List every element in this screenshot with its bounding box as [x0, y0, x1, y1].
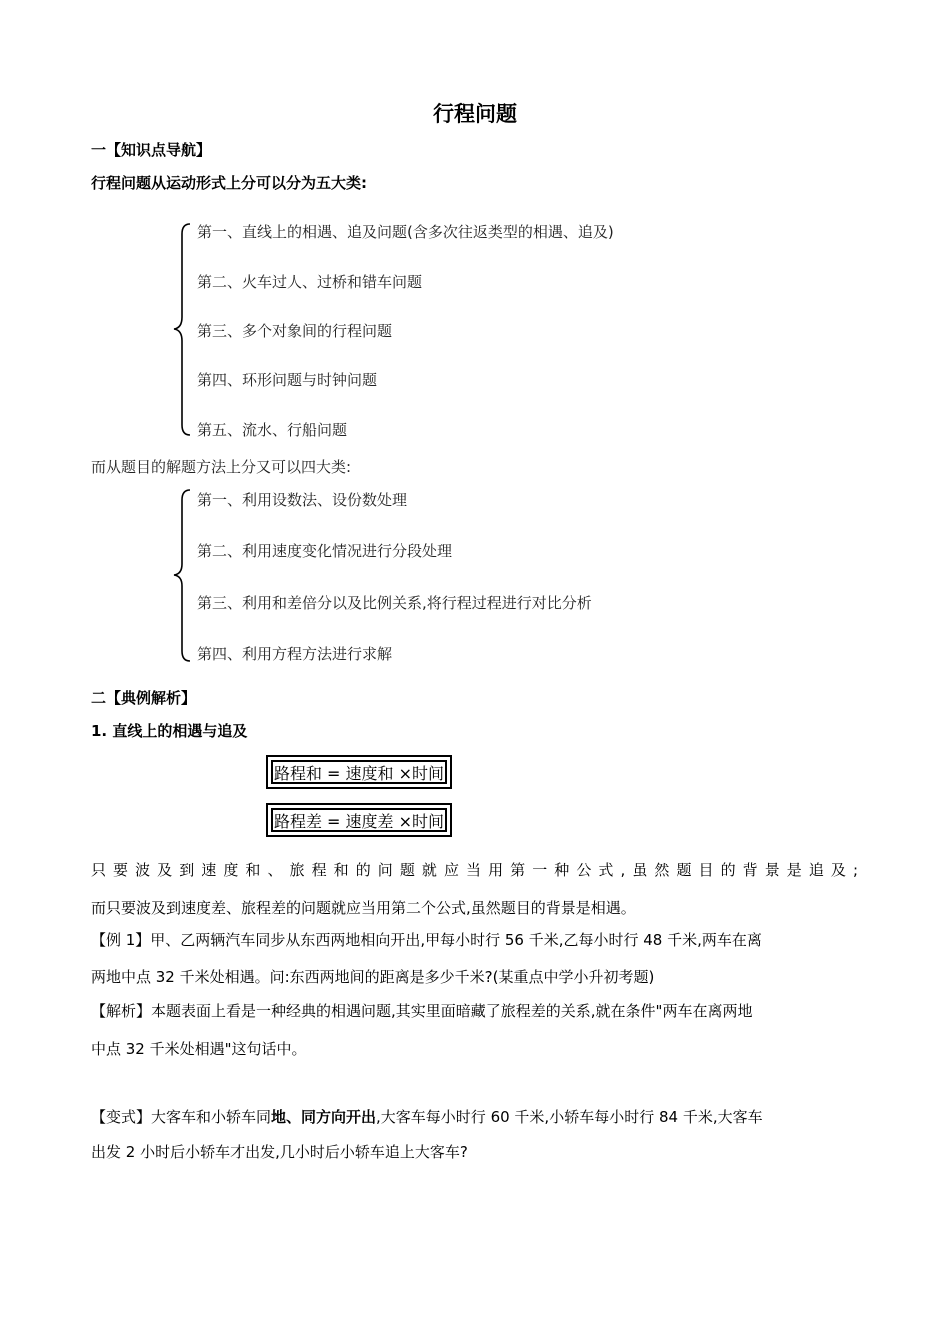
- page-title: 行程问题: [433, 102, 517, 126]
- variant-text-post: ,大客车每小时行 60 千米,小轿车每小时行 84 千米,大客车: [376, 1108, 763, 1126]
- variant-text-bold: 地、同方向开出: [271, 1108, 377, 1126]
- explanation-line-1: 只要波及到速度和、旅程和的问题就应当用第一种公式,虽然题目的背景是追及;: [91, 861, 858, 879]
- method-item-4: 第四、利用方程方法进行求解: [197, 645, 393, 663]
- intro-five-categories: 行程问题从运动形式上分可以分为五大类:: [91, 174, 368, 192]
- example1-line-2: 两地中点 32 千米处相遇。问:东西两地间的距离是多少千米?(某重点中学小升初考题): [91, 968, 655, 986]
- method-item-1: 第一、利用设数法、设份数处理: [197, 491, 408, 509]
- formula-difference: 路程差 = 速度差 ×时间: [271, 808, 447, 832]
- formula-sum: 路程和 = 速度和 ×时间: [271, 760, 447, 784]
- subsection-heading-meet-chase: 1. 直线上的相遇与追及: [91, 722, 248, 740]
- analysis-line-2: 中点 32 千米处相遇"这句话中。: [91, 1040, 307, 1058]
- category-item-3: 第三、多个对象间的行程问题: [197, 322, 393, 340]
- formula-box-difference: [266, 803, 452, 837]
- category-item-4: 第四、环形问题与时钟问题: [197, 371, 378, 389]
- analysis-line-1: 【解析】本题表面上看是一种经典的相遇问题,其实里面暗藏了旅程差的关系,就在条件"两车在离两地: [91, 1002, 753, 1020]
- section-heading-knowledge: 一【知识点导航】: [91, 141, 212, 159]
- variant-line-1: [91, 1110, 763, 1125]
- method-item-2: 第二、利用速度变化情况进行分段处理: [197, 542, 453, 560]
- example1-line-1: 【例 1】甲、乙两辆汽车同步从东西两地相向开出,甲每小时行 56 千米,乙每小时行 48 千米,两车在离: [91, 931, 762, 949]
- variant-text-pre: 【变式】大客车和小轿车同: [91, 1108, 272, 1126]
- explanation-line-2: 而只要波及到速度差、旅程差的问题就应当用第二个公式,虽然题目的背景是相遇。: [91, 899, 636, 917]
- category-item-2: 第二、火车过人、过桥和错车问题: [197, 273, 423, 291]
- method-item-3: 第三、利用和差倍分以及比例关系,将行程过程进行对比分析: [197, 594, 592, 612]
- category-item-5: 第五、流水、行船问题: [197, 421, 348, 439]
- variant-line-2: 出发 2 小时后小轿车才出发,几小时后小轿车追上大客车?: [91, 1143, 468, 1161]
- brace-group2-icon: [170, 488, 192, 663]
- formula-box-sum: [266, 755, 452, 789]
- intro-four-methods: 而从题目的解题方法上分又可以四大类:: [91, 458, 352, 476]
- section-heading-examples: 二【典例解析】: [91, 689, 197, 707]
- category-item-1: 第一、直线上的相遇、追及问题(含多次往返类型的相遇、追及): [197, 223, 614, 241]
- brace-group1-icon: [170, 222, 192, 437]
